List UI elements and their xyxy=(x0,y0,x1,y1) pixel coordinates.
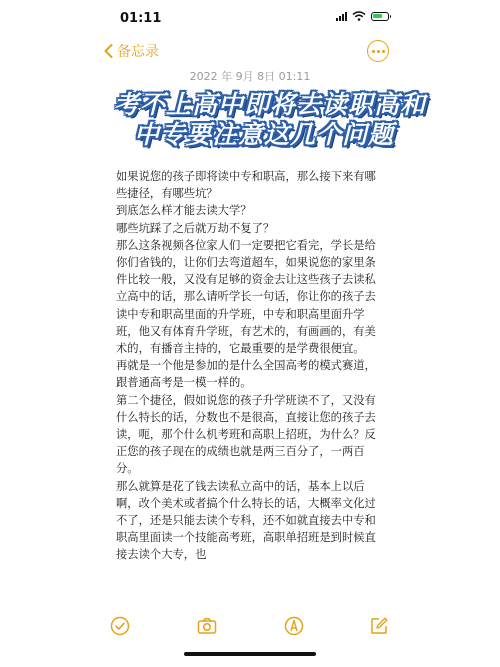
back-button[interactable] xyxy=(104,41,159,61)
note-paragraph: 那么就算是花了钱去读私立高中的话，基本上以后啊，改个美术或者搞个什么特长的话，大概率文化过不了，还是只能去读个专科，还不如就直接去中专和职高里面读一个技能高考班，高职单招班是到时候直接去读个大专，也 xyxy=(116,479,376,562)
ellipsis-icon xyxy=(372,50,375,53)
nav-bar xyxy=(0,36,500,70)
battery-fill xyxy=(373,14,382,18)
note-paragraph: 那么这条视频各位家人们一定要把它看完，学长是给你们省钱的，让你们去弯道超车，如果说您的家里条件比较一般，又没有足够的资金去让这些孩子去读私立高中的话，那么请听学长一句话，你让你的孩子去读中专和职高里面的升学班，中专和职高里面升学班，他又有体育升学班，有艺术的，有画画的，有美术的，有播音主持的，它最重要的是学费很便宜。 xyxy=(116,238,376,356)
status-bar xyxy=(0,0,500,36)
status-time: 01:11 xyxy=(120,11,162,26)
compose-icon[interactable] xyxy=(369,616,389,636)
battery-icon xyxy=(371,12,389,21)
headline-line-1: 考不上高中即将去读职高和 xyxy=(114,90,427,119)
note-body[interactable] xyxy=(116,168,386,564)
back-button-label: 备忘录 xyxy=(117,44,159,60)
note-paragraph: 再就是一个他是参加的是什么全国高考的模式赛道，跟普通高考是一模一样的。 xyxy=(116,359,376,390)
bottom-toolbar xyxy=(0,606,500,646)
headline-line-2: 中专要注意这几个问题 xyxy=(133,120,394,149)
wifi-icon xyxy=(352,11,366,21)
markup-icon[interactable] xyxy=(284,616,304,636)
camera-icon[interactable] xyxy=(197,616,217,636)
note-paragraph: 到底怎么样才能去读大学？ xyxy=(116,204,252,218)
status-icons xyxy=(336,11,389,21)
cellular-signal-icon xyxy=(336,11,347,21)
home-indicator[interactable] xyxy=(184,652,316,656)
note-headline-image xyxy=(114,90,427,150)
more-options-button[interactable] xyxy=(367,40,389,62)
note-paragraph: 第二个捷径，假如说您的孩子升学班读不了，又没有什么特长的话，分数也不是很高，直接让您的孩子去读，呃，那个什么机考班和高职上招班，为什么？反正您的孩子现在的成绩也就是两三百分了，一两百分。 xyxy=(116,393,376,476)
note-paragraph: 如果说您的孩子即将读中专和职高，那么接下来有哪些捷径，有哪些坑？ xyxy=(116,170,376,201)
note-paragraph: 哪些坑踩了之后就万劫不复了？ xyxy=(116,221,275,235)
note-date: 2022 年 9月 8日 01:11 xyxy=(189,70,311,83)
checklist-icon[interactable] xyxy=(110,616,130,636)
chevron-left-icon xyxy=(104,44,113,58)
